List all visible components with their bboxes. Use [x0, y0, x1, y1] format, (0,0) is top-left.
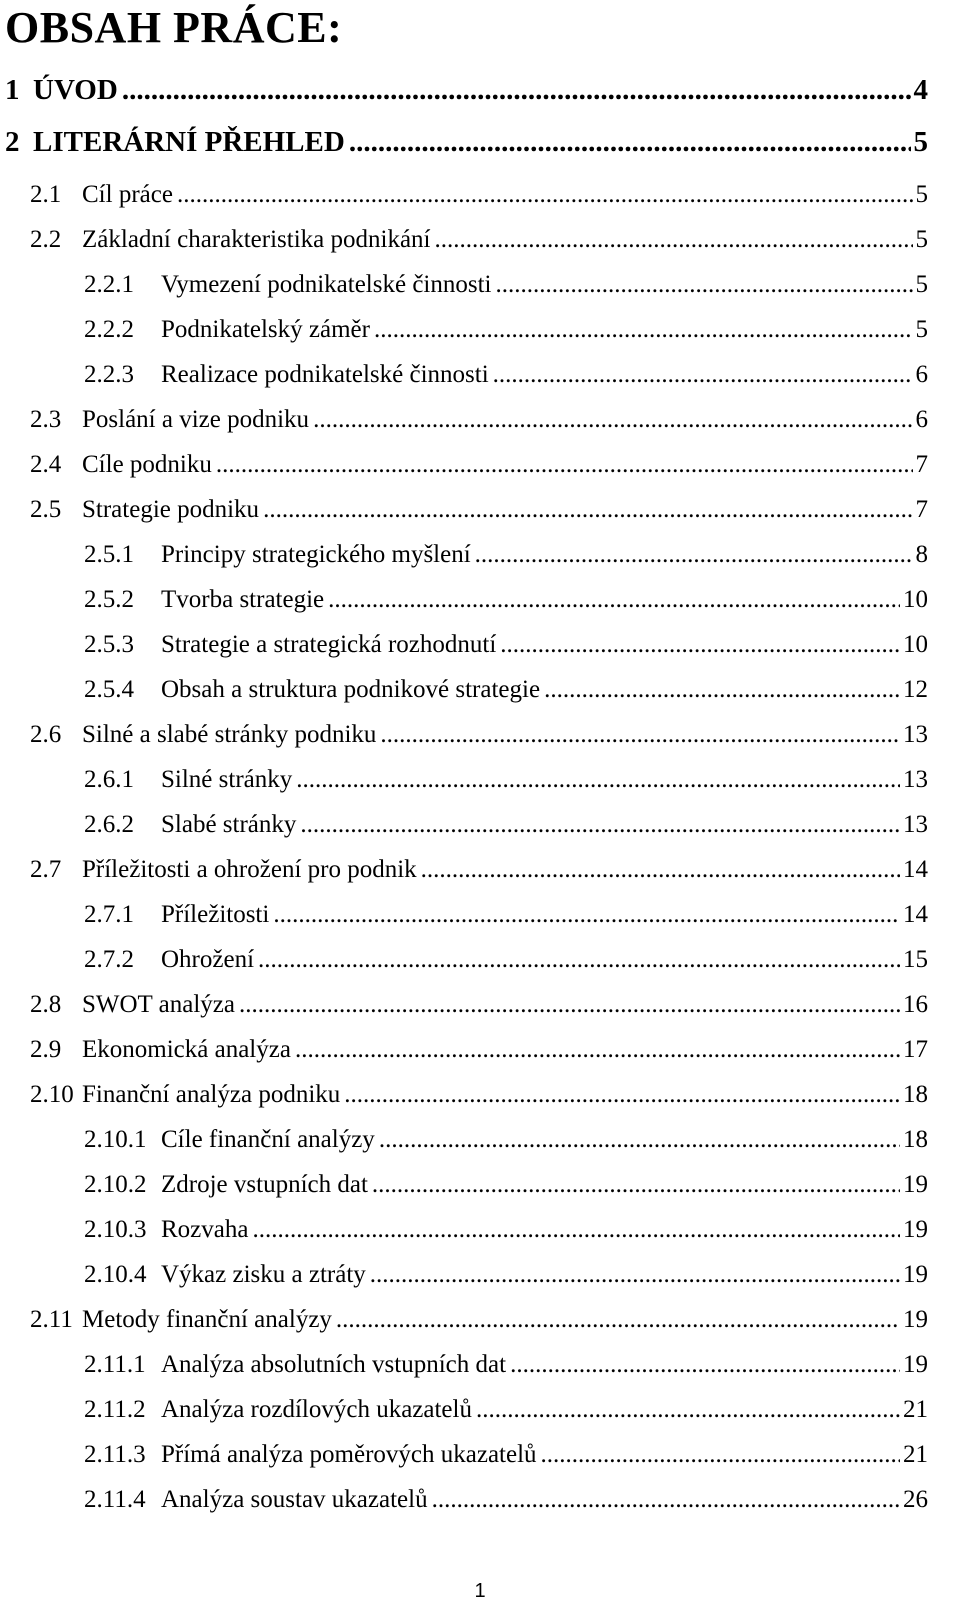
toc-entry-title: Finanční analýza podniku: [82, 1081, 341, 1108]
toc-entry-title: Vymezení podnikatelské činnosti: [161, 271, 492, 298]
toc-entry-number: 2.11.3: [84, 1441, 146, 1468]
toc-entry-number: 2.10.2: [84, 1171, 147, 1198]
toc-entry-number: 2.9: [30, 1036, 62, 1063]
toc-entry[interactable]: [84, 677, 928, 702]
toc-entry-page: 5: [915, 226, 928, 253]
toc-dot-leader: [273, 902, 900, 927]
toc-entry-title: Cíle podniku: [82, 451, 212, 478]
toc-entry[interactable]: [30, 722, 928, 747]
toc-entry-page: 19: [903, 1216, 928, 1243]
toc-entry-title: ÚVOD: [33, 74, 118, 106]
toc-entry-page: 10: [903, 586, 928, 613]
toc-entry[interactable]: [30, 497, 928, 522]
toc-dot-leader: [216, 452, 913, 477]
toc-entry-number: 2.7: [30, 856, 62, 883]
toc-entry-number: 2.5.1: [84, 541, 134, 568]
toc-entry-page: 7: [915, 496, 928, 523]
toc-entry-page: 18: [903, 1126, 928, 1153]
toc-dot-leader: [370, 1262, 900, 1287]
toc-entry-page: 13: [903, 811, 928, 838]
toc-entry-title: Rozvaha: [161, 1216, 249, 1243]
toc-entry-number: 2.8: [30, 991, 62, 1018]
toc-entry-page: 6: [915, 361, 928, 388]
toc-entry-page: 5: [915, 271, 928, 298]
toc-entry-number: 2.1: [30, 181, 62, 208]
toc-dot-leader: [421, 857, 900, 882]
toc-entry-title: Tvorba strategie: [161, 586, 325, 613]
toc-entry-title: Analýza absolutních vstupních dat: [161, 1351, 507, 1378]
toc-entry-number: 2: [5, 126, 20, 158]
toc-entry-title: Cíl práce: [82, 181, 173, 208]
toc-entry-page: 18: [903, 1081, 928, 1108]
toc-entry[interactable]: [84, 812, 928, 837]
toc-entry-title: Slabé stránky: [161, 811, 297, 838]
toc-entry-number: 2.10.4: [84, 1261, 147, 1288]
page-number: 1: [474, 1580, 486, 1602]
toc-dot-leader: [313, 407, 912, 432]
toc-entry-number: 2.2.3: [84, 361, 134, 388]
toc-entry[interactable]: [30, 1307, 928, 1332]
toc-entry-page: 15: [903, 946, 928, 973]
toc-entry-title: SWOT analýza: [82, 991, 235, 1018]
toc-entry-number: 2.2: [30, 226, 62, 253]
toc-dot-leader: [328, 587, 900, 612]
toc-entry-title: Ohrožení: [161, 946, 255, 973]
toc-entry[interactable]: [30, 407, 928, 432]
toc-dot-leader: [475, 542, 913, 567]
toc-entry-title: Cíle finanční analýzy: [161, 1126, 375, 1153]
toc-entry-number: 2.10: [30, 1081, 74, 1108]
toc-dot-leader: [263, 497, 912, 522]
toc-entry-number: 2.11.2: [84, 1396, 146, 1423]
toc-entry-page: 19: [903, 1306, 928, 1333]
toc-dot-leader: [295, 1037, 900, 1062]
toc-entry[interactable]: [30, 1037, 928, 1062]
toc-entry-title: LITERÁRNÍ PŘEHLED: [33, 126, 345, 158]
toc-entry[interactable]: [30, 1082, 928, 1107]
toc-entry-title: Ekonomická analýza: [82, 1036, 291, 1063]
toc-entry-title: Realizace podnikatelské činnosti: [161, 361, 489, 388]
toc-entry-number: 2.10.1: [84, 1126, 147, 1153]
toc-entry-page: 19: [903, 1171, 928, 1198]
toc-entry[interactable]: [84, 587, 928, 612]
toc-entry-number: 2.11.1: [84, 1351, 146, 1378]
toc-entry-page: 5: [913, 126, 928, 158]
toc-dot-leader: [239, 992, 900, 1017]
toc-entry-page: 17: [903, 1036, 928, 1063]
toc-entry-number: 2.4: [30, 451, 62, 478]
toc-dot-leader: [372, 1172, 900, 1197]
toc-entry[interactable]: [84, 317, 928, 342]
toc-dot-leader: [344, 1082, 900, 1107]
toc-entry[interactable]: [5, 76, 928, 105]
toc-entry[interactable]: [84, 767, 928, 792]
toc-entry[interactable]: [84, 1397, 928, 1422]
toc-dot-leader: [300, 812, 900, 837]
toc-entry-title: Obsah a struktura podnikové strategie: [161, 676, 541, 703]
toc-entry-number: 2.11: [30, 1306, 73, 1333]
toc-entry-number: 2.5.2: [84, 586, 134, 613]
toc-entry-title: Příležitosti a ohrožení pro podnik: [82, 856, 417, 883]
toc-entry[interactable]: [84, 902, 928, 927]
toc-entry[interactable]: [30, 227, 928, 252]
toc-entry[interactable]: [30, 992, 928, 1017]
toc-entry-page: 14: [903, 856, 928, 883]
toc-entry-title: Přímá analýza poměrových ukazatelů: [161, 1441, 537, 1468]
toc-entry-title: Analýza soustav ukazatelů: [161, 1486, 428, 1513]
toc-dot-leader: [349, 128, 911, 157]
toc-entry[interactable]: [84, 542, 928, 567]
toc-entry[interactable]: [84, 272, 928, 297]
toc-entry-number: 2.7.1: [84, 901, 134, 928]
toc-entry-number: 2.2.1: [84, 271, 134, 298]
toc-entry[interactable]: [84, 1487, 928, 1512]
toc-entry[interactable]: [84, 1262, 928, 1287]
toc-entry-page: 5: [915, 316, 928, 343]
toc-entry-number: 2.3: [30, 406, 62, 433]
toc-entry[interactable]: [84, 1442, 928, 1467]
toc-dot-leader: [493, 362, 913, 387]
toc-entry-title: Metody finanční analýzy: [82, 1306, 332, 1333]
toc-dot-leader: [258, 947, 900, 972]
toc-dot-leader: [296, 767, 900, 792]
toc-entry-title: Zdroje vstupních dat: [161, 1171, 368, 1198]
toc-entry-page: 19: [903, 1351, 928, 1378]
toc-dot-leader: [432, 1487, 900, 1512]
toc-entry-number: 2.5: [30, 496, 62, 523]
toc-entry-page: 8: [915, 541, 928, 568]
toc-entry-page: 7: [915, 451, 928, 478]
toc-entry-page: 13: [903, 766, 928, 793]
toc-entry-title: Strategie a strategická rozhodnutí: [161, 631, 497, 658]
toc-entry-title: Výkaz zisku a ztráty: [161, 1261, 366, 1288]
toc-dot-leader: [476, 1397, 900, 1422]
toc-entry-number: 2.6: [30, 721, 62, 748]
toc-entry-title: Příležitosti: [161, 901, 270, 928]
toc-entry-number: 1: [5, 74, 20, 106]
toc-entry-title: Základní charakteristika podnikání: [82, 226, 431, 253]
toc-entry-title: Poslání a vize podniku: [82, 406, 310, 433]
toc-entry-number: 2.10.3: [84, 1216, 147, 1243]
toc-dot-leader: [495, 272, 912, 297]
toc-entry-number: 2.5.4: [84, 676, 134, 703]
toc-entry-page: 14: [903, 901, 928, 928]
toc-dot-leader: [435, 227, 913, 252]
toc-entry-page: 6: [915, 406, 928, 433]
toc-dot-leader: [252, 1217, 900, 1242]
toc-dot-leader: [177, 182, 913, 207]
toc-entry-page: 16: [903, 991, 928, 1018]
toc-entry[interactable]: [84, 947, 928, 972]
toc-entry-title: Silné stránky: [161, 766, 293, 793]
toc-entry-page: 19: [903, 1261, 928, 1288]
toc-entry[interactable]: [84, 1217, 928, 1242]
toc-entry-number: 2.5.3: [84, 631, 134, 658]
toc-dot-leader: [544, 677, 900, 702]
toc-entry-page: 21: [903, 1441, 928, 1468]
toc-entry[interactable]: [84, 1127, 928, 1152]
toc-dot-leader: [122, 76, 911, 105]
toc-entry-number: 2.2.2: [84, 316, 134, 343]
toc-dot-leader: [500, 632, 900, 657]
toc-entry[interactable]: [84, 1352, 928, 1377]
toc-entry-page: 5: [915, 181, 928, 208]
toc-entry[interactable]: [30, 452, 928, 477]
toc-entry-title: Strategie podniku: [82, 496, 260, 523]
toc-entry-page: 12: [903, 676, 928, 703]
toc-entry-title: Analýza rozdílových ukazatelů: [161, 1396, 472, 1423]
toc-entry-title: Podnikatelský záměr: [161, 316, 370, 343]
toc-entry-number: 2.7.2: [84, 946, 134, 973]
toc-entry-page: 26: [903, 1486, 928, 1513]
toc-entry-title: Silné a slabé stránky podniku: [82, 721, 377, 748]
toc-dot-leader: [379, 1127, 900, 1152]
toc-dot-leader: [510, 1352, 900, 1377]
toc-dot-leader: [380, 722, 900, 747]
toc-dot-leader: [374, 317, 913, 342]
toc-entry-title: Principy strategického myšlení: [161, 541, 471, 568]
toc-entry[interactable]: [84, 362, 928, 387]
toc-entry[interactable]: [5, 128, 928, 157]
toc-entry[interactable]: [84, 1172, 928, 1197]
toc-entry-page: 21: [903, 1396, 928, 1423]
toc-dot-leader: [541, 1442, 900, 1467]
toc-entry-number: 2.6.2: [84, 811, 134, 838]
page-title: OBSAH PRÁCE:: [5, 3, 343, 52]
toc-entry-page: 4: [913, 74, 928, 106]
toc-entry[interactable]: [30, 182, 928, 207]
toc-entry-page: 10: [903, 631, 928, 658]
toc-dot-leader: [336, 1307, 900, 1332]
toc-entry[interactable]: [30, 857, 928, 882]
toc-entry-number: 2.11.4: [84, 1486, 146, 1513]
toc-entry-page: 13: [903, 721, 928, 748]
toc-entry[interactable]: [84, 632, 928, 657]
toc-entry-number: 2.6.1: [84, 766, 134, 793]
